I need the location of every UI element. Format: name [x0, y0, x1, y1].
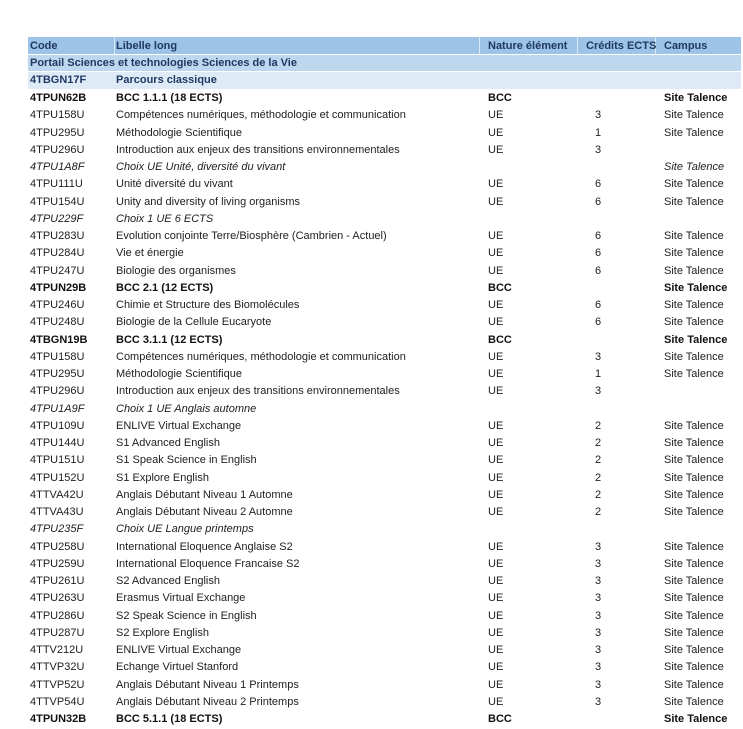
cell-nature: UE — [488, 299, 504, 312]
cell-credits: 3 — [595, 644, 602, 657]
table-row — [28, 90, 741, 107]
table-row — [28, 452, 741, 469]
cell-label: S1 Advanced English — [116, 437, 220, 450]
cell-label: Méthodologie Scientifique — [116, 368, 242, 381]
cell-credits: 3 — [595, 350, 602, 363]
cell-label: Choix 1 UE Anglais automne — [116, 402, 257, 415]
cell-label: S2 Advanced English — [116, 575, 220, 588]
cell-nature: UE — [488, 626, 504, 639]
cell-nature — [480, 400, 578, 417]
cell-code: 4TPU286U — [30, 609, 85, 622]
cell-credits: 2 — [595, 488, 602, 501]
cell-credits: 3 — [595, 695, 602, 708]
cell-credits: 3 — [595, 678, 602, 691]
table-row — [28, 331, 741, 348]
table-row — [28, 624, 741, 641]
cell-nature: BCC — [488, 333, 512, 346]
cell-label: Parcours classique — [116, 74, 217, 87]
cell-campus: Site Talence — [664, 264, 724, 277]
cell-label: Méthodologie Scientifique — [116, 126, 242, 139]
cell-campus: Site Talence — [664, 454, 724, 467]
cell-nature: UE — [488, 471, 504, 484]
cell-code: 4TPU283U — [30, 230, 85, 243]
cell-nature: UE — [488, 264, 504, 277]
cell-nature: UE — [488, 661, 504, 674]
table-row — [28, 676, 741, 693]
cell-label: S2 Explore English — [116, 626, 209, 639]
table-row — [28, 693, 741, 710]
cell-campus: Site Talence — [664, 644, 724, 657]
cell-nature: UE — [488, 506, 504, 519]
cell-code: 4TPU258U — [30, 540, 85, 553]
cell-credits: 3 — [595, 575, 602, 588]
table-row — [28, 383, 741, 400]
cell-label: Vie et énergie — [116, 247, 184, 260]
cell-nature: UE — [488, 126, 504, 139]
cell-nature: UE — [488, 488, 504, 501]
cell-nature: UE — [488, 350, 504, 363]
cell-credits: 3 — [595, 540, 602, 553]
cell-label: Anglais Débutant Niveau 1 Automne — [116, 488, 293, 501]
cell-label: Echange Virtuel Stanford — [116, 661, 239, 674]
cell-nature: UE — [488, 195, 504, 208]
table-row — [28, 573, 741, 590]
cell-code: 4TPU295U — [30, 126, 85, 139]
cell-code: 4TPU247U — [30, 264, 85, 277]
cell-label: BCC 3.1.1 (12 ECTS) — [116, 333, 223, 346]
cell-code: 4TPU229F — [30, 212, 84, 225]
table-row — [28, 435, 741, 452]
cell-code: 4TPU246U — [30, 299, 85, 312]
cell-campus — [656, 521, 741, 538]
cell-campus: Site Talence — [664, 540, 724, 553]
cell-credits: 6 — [595, 178, 602, 191]
cell-code: 4TPU263U — [30, 592, 85, 605]
table-body — [28, 72, 741, 728]
cell-credits: 6 — [595, 195, 602, 208]
cell-nature: UE — [488, 454, 504, 467]
cell-nature: UE — [488, 143, 504, 156]
cell-label: Biologie des organismes — [116, 264, 236, 277]
cell-credits: 2 — [595, 506, 602, 519]
cell-label: S1 Explore English — [116, 471, 209, 484]
cell-campus: Site Talence — [664, 368, 724, 381]
cell-credits: 3 — [595, 385, 602, 398]
cell-nature — [480, 521, 578, 538]
cell-label: Unity and diversity of living organisms — [116, 195, 301, 208]
cell-credits — [578, 521, 656, 538]
cell-label: International Eloquence Anglaise S2 — [116, 540, 293, 553]
cell-code: 4TPU109U — [30, 419, 85, 432]
cell-credits: 6 — [595, 264, 602, 277]
table-row — [28, 366, 741, 383]
cell-campus: Site Talence — [664, 557, 724, 570]
cell-code: 4TBGN19B — [30, 333, 88, 346]
cell-label: Anglais Débutant Niveau 2 Printemps — [116, 695, 299, 708]
cell-campus: Site Talence — [664, 575, 724, 588]
cell-label: Introduction aux enjeux des transitions environnementales — [116, 143, 400, 156]
cell-label: S2 Speak Science in English — [116, 609, 257, 622]
cell-code: 4TPU158U — [30, 350, 85, 363]
cell-credits — [578, 711, 656, 728]
cell-code: 4TPU111U — [30, 178, 83, 191]
cell-label: Evolution conjointe Terre/Biosphère (Cambrien - Actuel) — [116, 230, 387, 243]
table-row — [28, 297, 741, 314]
cell-nature: UE — [488, 385, 504, 398]
table-row — [28, 400, 741, 417]
cell-code: 4TPUN62B — [30, 92, 87, 105]
cell-campus: Site Talence — [664, 695, 724, 708]
cell-campus: Site Talence — [664, 178, 724, 191]
cell-label: Unité diversité du vivant — [116, 178, 233, 191]
cell-nature: UE — [488, 609, 504, 622]
cell-nature: BCC — [488, 92, 512, 105]
cell-label: Chimie et Structure des Biomolécules — [116, 299, 300, 312]
cell-credits: 2 — [595, 471, 602, 484]
cell-code: 4TTVA42U — [30, 488, 84, 501]
cell-code: 4TTVP54U — [30, 695, 85, 708]
cell-code: 4TPU287U — [30, 626, 85, 639]
cell-campus: Site Talence — [664, 471, 724, 484]
cell-campus: Site Talence — [664, 109, 724, 122]
column-header-credits: Crédits ECTS — [578, 37, 656, 54]
cell-campus: Site Talence — [664, 609, 724, 622]
cell-nature: UE — [488, 437, 504, 450]
table-row — [28, 521, 741, 538]
cell-credits: 3 — [595, 626, 602, 639]
cell-nature: UE — [488, 368, 504, 381]
cell-credits — [578, 400, 656, 417]
cell-nature: UE — [488, 540, 504, 553]
cell-label: Compétences numériques, méthodologie et communication — [116, 350, 406, 363]
cell-code: 4TPUN29B — [30, 281, 87, 294]
cell-credits — [578, 279, 656, 296]
column-header-libelle: Libelle long — [115, 37, 480, 54]
table-row — [28, 193, 741, 210]
table-row — [28, 486, 741, 503]
cell-label: BCC 2.1 (12 ECTS) — [116, 281, 214, 294]
cell-campus: Site Talence — [664, 333, 728, 346]
cell-nature: UE — [488, 316, 504, 329]
table-row — [28, 417, 741, 434]
cell-label: Anglais Débutant Niveau 2 Automne — [116, 506, 293, 519]
table-header-row — [28, 37, 741, 55]
table-row — [28, 607, 741, 624]
cell-nature: UE — [488, 557, 504, 570]
cell-code: 4TPU296U — [30, 385, 85, 398]
cell-credits — [578, 72, 656, 88]
cell-campus: Site Talence — [664, 626, 724, 639]
table-row — [28, 538, 741, 555]
table-row — [28, 141, 741, 158]
cell-campus: Site Talence — [664, 161, 725, 174]
cell-label: BCC 5.1.1 (18 ECTS) — [116, 713, 223, 726]
cell-campus: Site Talence — [664, 92, 728, 105]
table-row — [28, 262, 741, 279]
cell-label: ENLIVE Virtual Exchange — [116, 419, 242, 432]
cell-nature: UE — [488, 178, 504, 191]
cell-nature — [480, 210, 578, 227]
cell-nature — [480, 159, 578, 176]
cell-nature: BCC — [488, 281, 512, 294]
cell-label: Choix UE Unité, diversité du vivant — [116, 161, 286, 174]
cell-label: International Eloquence Francaise S2 — [116, 557, 300, 570]
cell-credits: 3 — [595, 557, 602, 570]
cell-credits — [578, 90, 656, 107]
cell-code: 4TPU235F — [30, 523, 84, 536]
table-row — [28, 210, 741, 227]
cell-campus: Site Talence — [664, 126, 724, 139]
cell-label: Choix 1 UE 6 ECTS — [116, 212, 214, 225]
cell-credits — [578, 210, 656, 227]
table-row — [28, 348, 741, 365]
cell-code: 4TTVP32U — [30, 661, 85, 674]
cell-nature: UE — [488, 592, 504, 605]
cell-code: 4TTVA43U — [30, 506, 84, 519]
cell-credits — [578, 159, 656, 176]
cell-code: 4TPU248U — [30, 316, 85, 329]
table-row — [28, 314, 741, 331]
cell-credits: 3 — [595, 592, 602, 605]
cell-credits: 3 — [595, 143, 602, 156]
cell-campus — [656, 210, 741, 227]
cell-credits: 3 — [595, 661, 602, 674]
cell-nature: UE — [488, 230, 504, 243]
cell-credits: 3 — [595, 609, 602, 622]
cell-nature: UE — [488, 109, 504, 122]
cell-credits — [578, 331, 656, 348]
cell-credits: 6 — [595, 230, 602, 243]
cell-label: S1 Speak Science in English — [116, 454, 257, 467]
cell-code: 4TPU1A9F — [30, 402, 85, 415]
table-row — [28, 711, 741, 728]
cell-code: 4TPUN32B — [30, 713, 87, 726]
cell-label: Erasmus Virtual Exchange — [116, 592, 246, 605]
table-row — [28, 159, 741, 176]
portail-section-row — [28, 55, 741, 72]
table-row — [28, 642, 741, 659]
cell-campus: Site Talence — [664, 281, 728, 294]
cell-campus — [656, 383, 741, 400]
table-row — [28, 659, 741, 676]
cell-code: 4TPU284U — [30, 247, 85, 260]
cell-code: 4TPU154U — [30, 195, 85, 208]
cell-label: BCC 1.1.1 (18 ECTS) — [116, 92, 223, 105]
table-row — [28, 124, 741, 141]
cell-code: 4TPU151U — [30, 454, 85, 467]
cell-campus: Site Talence — [664, 195, 724, 208]
cell-label: Compétences numériques, méthodologie et communication — [116, 109, 406, 122]
cell-code: 4TPU1A8F — [30, 161, 85, 174]
cell-credits: 6 — [595, 316, 602, 329]
cell-nature: BCC — [488, 713, 512, 726]
cell-credits: 1 — [595, 126, 602, 139]
cell-campus: Site Talence — [664, 350, 724, 363]
cell-label: Choix UE Langue printemps — [116, 523, 254, 536]
cell-campus: Site Talence — [664, 488, 724, 501]
cell-campus — [656, 72, 741, 88]
cell-credits: 1 — [595, 368, 602, 381]
cell-code: 4TPU259U — [30, 557, 85, 570]
cell-nature: UE — [488, 247, 504, 260]
cell-nature: UE — [488, 644, 504, 657]
cell-nature: UE — [488, 678, 504, 691]
table-row — [28, 107, 741, 124]
cell-code: 4TBGN17F — [30, 74, 87, 87]
cell-campus: Site Talence — [664, 316, 724, 329]
cell-campus: Site Talence — [664, 299, 724, 312]
cell-credits: 6 — [595, 299, 602, 312]
cell-nature: UE — [488, 695, 504, 708]
cell-campus: Site Talence — [664, 661, 724, 674]
cell-campus — [656, 141, 741, 158]
cell-credits: 3 — [595, 109, 602, 122]
cell-credits: 2 — [595, 437, 602, 450]
cell-credits: 2 — [595, 454, 602, 467]
column-header-campus: Campus — [664, 39, 708, 52]
cell-code: 4TPU152U — [30, 471, 85, 484]
table-row — [28, 279, 741, 296]
table-row — [28, 176, 741, 193]
cell-credits: 6 — [595, 247, 602, 260]
table-row — [28, 228, 741, 245]
table-row — [28, 504, 741, 521]
portail-section-label: Portail Sciences et technologies Sciences de la Vie — [30, 57, 297, 70]
cell-code: 4TPU158U — [30, 109, 85, 122]
cell-campus: Site Talence — [664, 713, 728, 726]
cell-credits: 2 — [595, 419, 602, 432]
cell-code: 4TTVP52U — [30, 678, 85, 691]
cell-label: Introduction aux enjeux des transitions environnementales — [116, 385, 400, 398]
cell-campus: Site Talence — [664, 247, 724, 260]
table-row — [28, 555, 741, 572]
cell-code: 4TTV212U — [30, 644, 84, 657]
cell-nature: UE — [488, 575, 504, 588]
cell-campus — [656, 400, 741, 417]
cell-campus: Site Talence — [664, 230, 724, 243]
column-header-code: Code — [28, 37, 115, 54]
table-row — [28, 469, 741, 486]
table-row — [28, 72, 741, 89]
cell-nature: UE — [488, 419, 504, 432]
cell-campus: Site Talence — [664, 437, 724, 450]
table-row — [28, 245, 741, 262]
cell-nature — [480, 72, 578, 88]
cell-code: 4TPU295U — [30, 368, 85, 381]
cell-code: 4TPU144U — [30, 437, 85, 450]
cell-code: 4TPU261U — [30, 575, 85, 588]
cell-campus: Site Talence — [664, 678, 724, 691]
cell-label: Biologie de la Cellule Eucaryote — [116, 316, 272, 329]
cell-label: Anglais Débutant Niveau 1 Printemps — [116, 678, 299, 691]
cell-campus: Site Talence — [664, 506, 724, 519]
cell-code: 4TPU296U — [30, 143, 85, 156]
cell-campus: Site Talence — [664, 592, 724, 605]
table-row — [28, 590, 741, 607]
course-catalog-table — [28, 37, 741, 728]
column-header-nature: Nature élément — [480, 37, 578, 54]
cell-campus: Site Talence — [664, 419, 724, 432]
cell-label: ENLIVE Virtual Exchange — [116, 644, 242, 657]
